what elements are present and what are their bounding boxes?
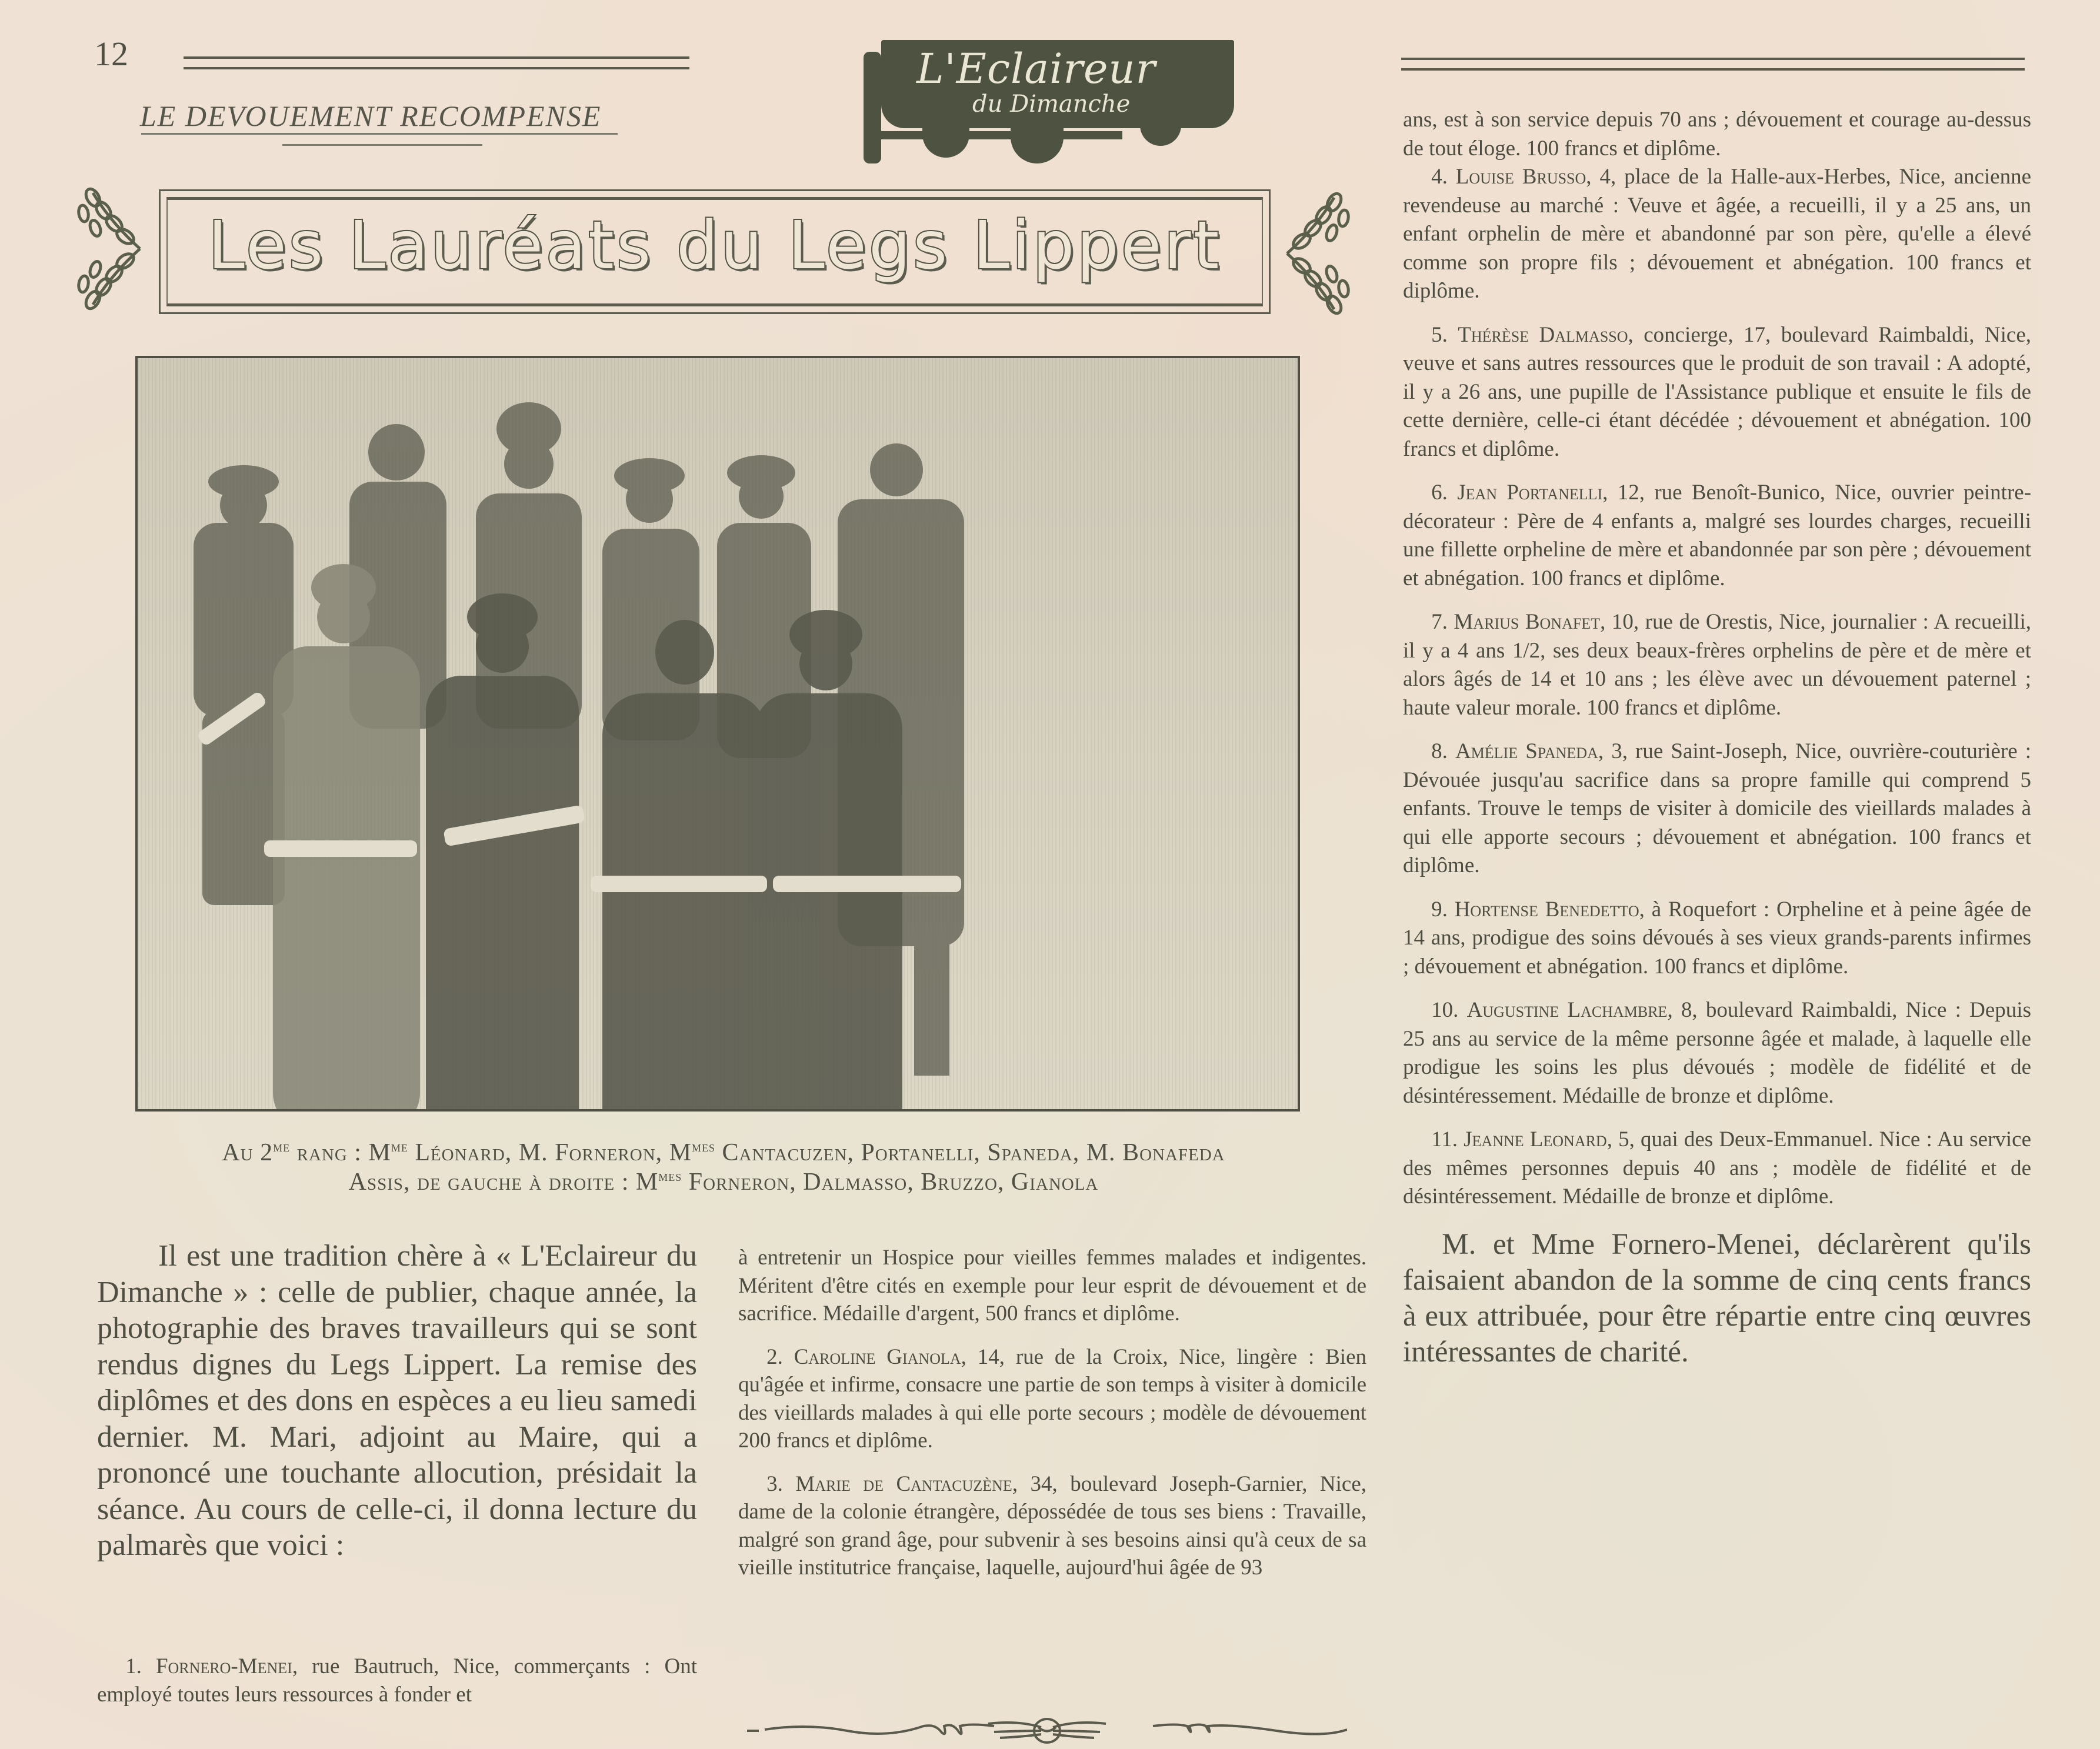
entry-gap	[1403, 1110, 2031, 1126]
caption-text: Léonard, M. Forneron, M	[408, 1139, 692, 1166]
entry-gap	[1403, 981, 2031, 996]
entry-text: , 5, quai des Deux-Emmanuel. Nice : Au service des mêmes personnes depuis 40 ans ; modèle de fidélité et de désintéressement. Médaille de bronze et diplôme.	[1403, 1127, 2032, 1209]
entry-gap	[738, 1455, 1366, 1470]
laureate-entry-4	[1403, 163, 2031, 306]
entry-text: , 34, boulevard Joseph-Garnier, Nice, dame de la colonie étrangère, dépossédée de tous ses biens : Travaille, malgré son grand âge, pour subvenir à ses besoins ainsi qu'à ceux de sa vieille institutrice française, laquelle, aujourd'hui âgée de 93	[738, 1471, 1366, 1580]
entry-text: , 4, place de la Halle-aux-Herbes, Nice, ancienne revendeuse au marché : Veuve et âgée, a recueilli, il y a 25 ans, un enfant orphelin de mère et abandonné par son père, qu'elle a élevé comme son propre fils ; dévouement et abnégation. 100 francs et diplôme.	[1403, 165, 2032, 303]
group-photo	[135, 356, 1300, 1112]
entry-number: 11.	[1431, 1127, 1458, 1151]
caption-text: Au 2	[222, 1139, 274, 1166]
photo-caption-line-1	[106, 1138, 1341, 1167]
caption-text: Cantacuzen, Portanelli, Spaneda, M. Bonafeda	[715, 1139, 1225, 1166]
section-title-underline-short	[282, 144, 482, 146]
laureate-entry-1	[97, 1653, 697, 1709]
entry-gap	[1403, 463, 2031, 479]
entry-number: 2.	[766, 1344, 783, 1369]
entry-name: Louise Brusso	[1455, 165, 1586, 189]
entry-number: 7.	[1431, 610, 1448, 634]
page-number: 12	[94, 35, 128, 73]
entry-number: 4.	[1431, 165, 1448, 189]
photo-figures	[138, 358, 1298, 1109]
closing-paragraph: M. et Mme Fornero-Menei, déclarèrent qu'ils faisaient abandon de la somme de cinq cents francs à eux attribuée, pour être répartie entre cinq œuvres intéressantes de charité.	[1403, 1227, 2031, 1369]
entry-number: 6.	[1431, 480, 1448, 505]
masthead-logo	[864, 40, 1246, 163]
entry-gap	[1403, 593, 2031, 608]
intro-text: Il est une tradition chère à « L'Eclaireur du Dimanche » : celle de publier, chaque année, la photographie des braves travailleurs qui se sont rendus dignes du Legs Lippert. La remise des diplômes et des dons en espèces a eu lieu samedi dernier. M. Mari, adjoint au Maire, qui a prononcé une touchante allocution, présidait la séance. Au cours de celle-ci, il donna lecture du palmarès que voici :	[97, 1239, 697, 1562]
entry-number: 1.	[125, 1654, 142, 1678]
entry-name: Marius Bonafet	[1454, 610, 1601, 634]
laureate-entry-9	[1403, 896, 2031, 982]
caption-sup: mes	[692, 1138, 716, 1155]
footer-ornament-icon	[747, 1708, 1347, 1744]
header-rule-left	[184, 56, 689, 69]
laureate-entry-6	[1403, 479, 2031, 593]
laureate-list-col3	[1403, 106, 2031, 1370]
entry-name: Fornero-Menei	[155, 1654, 292, 1678]
section-title: LE DEVOUEMENT RECOMPENSE	[140, 99, 602, 132]
caption-sup: mes	[658, 1167, 682, 1184]
laureate-list-col2	[738, 1244, 1366, 1582]
entry-number: 10.	[1431, 998, 1459, 1022]
caption-text: Assis, de gauche à droite : M	[348, 1169, 659, 1196]
article-title: Les Lauréats du Legs Lippert	[208, 208, 1222, 284]
entry-text: ans, est à son service depuis 70 ans ; dévouement et courage au-dessus de tout éloge. 100 francs et diplôme.	[1403, 108, 2031, 161]
header-rule-right	[1401, 58, 2025, 71]
laureate-entry-2	[738, 1343, 1366, 1455]
intro-paragraph	[97, 1238, 697, 1564]
caption-text: Forneron, Dalmasso, Bruzzo, Gianola	[682, 1169, 1099, 1196]
entry-name: Caroline Gianola	[794, 1344, 961, 1369]
caption-text: rang : M	[290, 1139, 391, 1166]
entry-text: , 3, rue Saint-Joseph, Nice, ouvrière-couturière : Dévouée jusqu'au sacrifice dans sa propre famille qui comprend 5 enfants. Trouve le temps de visiter à domicile des vieillards malades à qui elle apporte secours ; dévouement et abnégation. 100 francs et diplôme.	[1403, 739, 2032, 877]
photo-caption-line-2	[106, 1167, 1341, 1196]
laureate-entry-8	[1403, 737, 2031, 880]
laureate-entry-1-cont	[738, 1244, 1366, 1328]
section-title-underline	[141, 133, 618, 135]
article-title-box	[159, 189, 1271, 314]
entry-gap	[1403, 1211, 2031, 1227]
entry-text: , à Roquefort : Orpheline et à peine âgée de 14 ans, prodigue des soins dévoués à ses vieux grands-parents infirmes ; dévouement et abnégation. 100 francs et diplôme.	[1403, 897, 2032, 979]
laureate-entry-10	[1403, 996, 2031, 1110]
laureate-entry-3-cont	[1403, 106, 2031, 163]
entry-name: Thérèse Dalmasso	[1458, 322, 1628, 347]
laureate-entry-5	[1403, 321, 2031, 464]
entry-name: Jean Portanelli	[1457, 480, 1603, 505]
entry-name: Amélie Spaneda	[1455, 739, 1598, 763]
logo-foliage	[1140, 111, 1181, 146]
entry-gap	[738, 1328, 1366, 1343]
entry-text: , 14, rue de la Croix, Nice, lingère : Bien qu'âgée et infirme, consacre une partie de son temps à visiter à domicile des vieillards malades à qui elle porte secours ; modèle de dévouement 200 francs et diplôme.	[738, 1344, 1367, 1453]
caption-sup: me	[273, 1138, 291, 1155]
entry-name: Hortense Benedetto	[1454, 897, 1639, 922]
logo-title: L'Eclaireur	[916, 45, 1156, 93]
laureate-entry-7	[1403, 608, 2031, 722]
laureate-entry-3	[738, 1470, 1366, 1582]
caption-sup: me	[391, 1138, 408, 1155]
logo-subtitle: du Dimanche	[972, 91, 1131, 118]
logo-fence	[875, 131, 1122, 139]
entry-number: 9.	[1431, 897, 1448, 922]
entry-number: 3.	[766, 1471, 783, 1496]
entry-gap	[1403, 880, 2031, 896]
entry-name: Jeanne Leonard	[1464, 1127, 1607, 1151]
entry-gap	[1403, 306, 2031, 321]
laurel-left-icon	[69, 187, 152, 311]
entry-name: Augustine Lachambre	[1466, 998, 1668, 1022]
logo-tree-trunk	[864, 52, 881, 163]
entry-gap	[1403, 722, 2031, 737]
entry-number: 5.	[1431, 322, 1448, 347]
entry-text: , rue Bautruch, Nice, commerçants : Ont employé toutes leurs ressources à fonder et	[97, 1654, 697, 1707]
entry-number: 8.	[1431, 739, 1448, 763]
laurel-right-icon	[1275, 192, 1358, 315]
entry-name: Marie de Cantacuzène	[795, 1471, 1012, 1496]
laureate-list-col1	[97, 1653, 697, 1709]
logo-foliage	[1011, 116, 1064, 163]
entry-text: , concierge, 17, boulevard Raimbaldi, Nice, veuve et sans autres ressources que le produit de son travail : A adopté, il y a 26 ans, une pupille de l'Assistance publique et ensuite le fils de cette dernière, celle-ci étant décédée ; dévouement et abnégation. 100 francs et diplôme.	[1403, 322, 2031, 461]
entry-text: , 8, boulevard Raimbaldi, Nice : Depuis 25 ans au service de la même personne âgée et malade, à laquelle elle prodigue les soins les plus dévoués ; modèle de fidélité et de désintéressement. Médaille de bronze et diplôme.	[1403, 998, 2031, 1108]
entry-text: , 12, rue Benoît-Bunico, Nice, ouvrier peintre-décorateur : Père de 4 enfants a, malgré ses lourdes charges, recueilli une fillette orpheline de mère et abandonnée par son père ; dévouement et abnégation. 100 francs et diplôme.	[1403, 480, 2032, 590]
laureate-entry-11	[1403, 1126, 2031, 1211]
entry-text: , 10, rue de Orestis, Nice, journalier : A recueilli, il y a 4 ans 1/2, ses deux beaux-frères orphelins de père et de mère et alors âgés de 14 et 10 ans ; les élève avec un dévouement paternel ; haute valeur morale. 100 francs et diplôme.	[1403, 610, 2031, 720]
entry-text: à entretenir un Hospice pour vieilles femmes malades et indigentes. Méritent d'être cités en exemple pour leur esprit de dévouement et de sacrifice. Médaille d'argent, 500 francs et diplôme.	[738, 1246, 1366, 1326]
